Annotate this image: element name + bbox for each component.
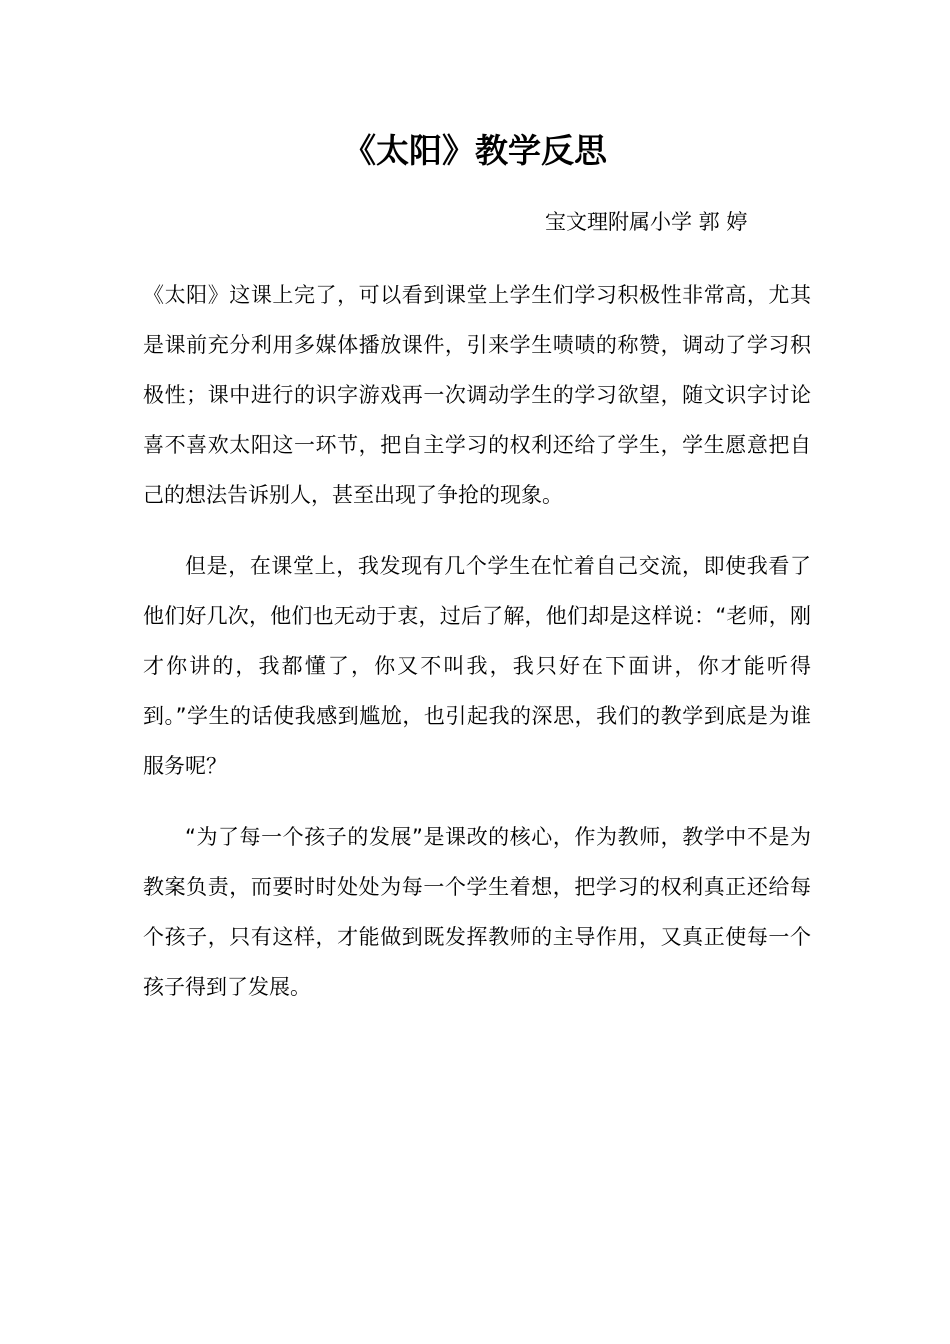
author-line: 宝文理附属小学 郭 婷: [545, 210, 748, 234]
paragraph-3: “为了每一个孩子的发展”是课改的核心，作为教师，教学中不是为教案负责，而要时时处处为每一个学生着想，把学习的权利真正还给每个孩子，只有这样，才能做到既发挥教师的主导作用，又真正使每一个孩子得到了发展。: [143, 825, 811, 999]
document-title: 《太阳》教学反思: [343, 131, 607, 170]
paragraph-1: 《太阳》这课上完了，可以看到课堂上学生们学习积极性非常高，尤其是课前充分利用多媒体播放课件，引来学生啧啧的称赞，调动了学习积极性；课中进行的识字游戏再一次调动学生的学习欲望，随文识字讨论喜不喜欢太阳这一环节，把自主学习的权利还给了学生，学生愿意把自己的想法告诉别人，甚至出现了争抢的现象。: [143, 283, 811, 507]
paragraph-2: 但是，在课堂上，我发现有几个学生在忙着自己交流，即使我看了他们好几次，他们也无动于衷，过后了解，他们却是这样说：“老师，刚才你讲的，我都懂了，你又不叫我，我只好在下面讲，你才能听得到。”学生的话使我感到尴尬，也引起我的深思，我们的教学到底是为谁服务呢？: [143, 554, 811, 778]
